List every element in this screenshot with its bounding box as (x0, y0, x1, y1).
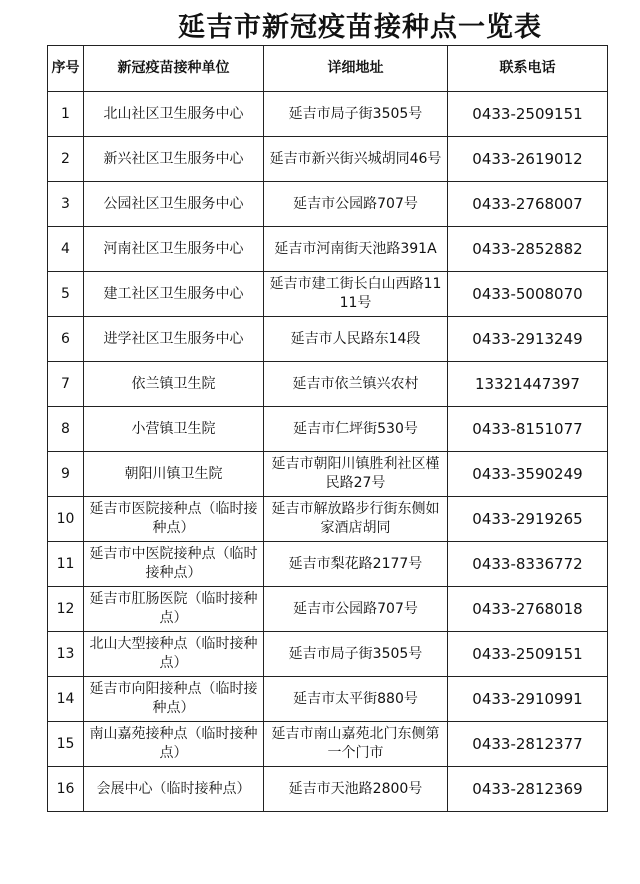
cell-phone: 13321447397 (448, 362, 608, 407)
cell-address: 延吉市建工街长白山西路1111号 (264, 272, 448, 317)
cell-unit: 会展中心（临时接种点） (84, 767, 264, 812)
cell-address: 延吉市新兴街兴城胡同46号 (264, 137, 448, 182)
cell-address: 延吉市梨花路2177号 (264, 542, 448, 587)
cell-unit: 进学社区卫生服务中心 (84, 317, 264, 362)
cell-address: 延吉市解放路步行街东侧如家酒店胡同 (264, 497, 448, 542)
table-header-row (48, 46, 608, 92)
cell-unit: 公园社区卫生服务中心 (84, 182, 264, 227)
cell-phone: 0433-5008070 (448, 272, 608, 317)
table-row (48, 227, 608, 272)
cell-unit: 南山嘉苑接种点（临时接种点） (84, 722, 264, 767)
header-address: 详细地址 (264, 46, 448, 92)
cell-no: 9 (48, 452, 84, 497)
cell-no: 13 (48, 632, 84, 677)
cell-phone: 0433-8336772 (448, 542, 608, 587)
cell-phone: 0433-2919265 (448, 497, 608, 542)
cell-no: 1 (48, 92, 84, 137)
cell-unit: 延吉市中医院接种点（临时接种点） (84, 542, 264, 587)
cell-phone: 0433-8151077 (448, 407, 608, 452)
table-row (48, 632, 608, 677)
cell-phone: 0433-2768007 (448, 182, 608, 227)
cell-address: 延吉市朝阳川镇胜利社区槿民路27号 (264, 452, 448, 497)
cell-address: 延吉市太平街880号 (264, 677, 448, 722)
table-row (48, 362, 608, 407)
table-row (48, 767, 608, 812)
cell-address: 延吉市公园路707号 (264, 182, 448, 227)
cell-unit: 北山社区卫生服务中心 (84, 92, 264, 137)
cell-address: 延吉市仁坪街530号 (264, 407, 448, 452)
table-row (48, 182, 608, 227)
table-row (48, 317, 608, 362)
table-row (48, 587, 608, 632)
cell-unit: 新兴社区卫生服务中心 (84, 137, 264, 182)
cell-address: 延吉市南山嘉苑北门东侧第一个门市 (264, 722, 448, 767)
cell-phone: 0433-2509151 (448, 632, 608, 677)
cell-phone: 0433-2768018 (448, 587, 608, 632)
cell-phone: 0433-3590249 (448, 452, 608, 497)
cell-unit: 延吉市肛肠医院（临时接种点） (84, 587, 264, 632)
cell-unit: 小营镇卫生院 (84, 407, 264, 452)
cell-phone: 0433-2910991 (448, 677, 608, 722)
cell-phone: 0433-2812377 (448, 722, 608, 767)
table-row (48, 137, 608, 182)
table-body (48, 92, 608, 812)
cell-phone: 0433-2619012 (448, 137, 608, 182)
cell-no: 3 (48, 182, 84, 227)
cell-unit: 北山大型接种点（临时接种点） (84, 632, 264, 677)
table-row (48, 722, 608, 767)
cell-address: 延吉市河南街天池路391A (264, 227, 448, 272)
cell-address: 延吉市局子街3505号 (264, 632, 448, 677)
cell-no: 10 (48, 497, 84, 542)
cell-address: 延吉市局子街3505号 (264, 92, 448, 137)
table-row (48, 497, 608, 542)
cell-no: 16 (48, 767, 84, 812)
cell-no: 4 (48, 227, 84, 272)
cell-unit: 建工社区卫生服务中心 (84, 272, 264, 317)
cell-no: 2 (48, 137, 84, 182)
cell-no: 15 (48, 722, 84, 767)
cell-address: 延吉市人民路东14段 (264, 317, 448, 362)
table-row (48, 452, 608, 497)
table-row (48, 407, 608, 452)
cell-unit: 延吉市向阳接种点（临时接种点） (84, 677, 264, 722)
cell-no: 14 (48, 677, 84, 722)
cell-no: 6 (48, 317, 84, 362)
cell-no: 11 (48, 542, 84, 587)
cell-phone: 0433-2509151 (448, 92, 608, 137)
cell-no: 12 (48, 587, 84, 632)
header-no: 序号 (48, 46, 84, 92)
cell-phone: 0433-2812369 (448, 767, 608, 812)
cell-no: 8 (48, 407, 84, 452)
cell-unit: 河南社区卫生服务中心 (84, 227, 264, 272)
cell-unit: 依兰镇卫生院 (84, 362, 264, 407)
cell-no: 5 (48, 272, 84, 317)
table-row (48, 92, 608, 137)
cell-unit: 朝阳川镇卫生院 (84, 452, 264, 497)
table-row (48, 272, 608, 317)
header-phone: 联系电话 (448, 46, 608, 92)
table-row (48, 677, 608, 722)
cell-no: 7 (48, 362, 84, 407)
cell-address: 延吉市公园路707号 (264, 587, 448, 632)
cell-address: 延吉市天池路2800号 (264, 767, 448, 812)
vaccination-sites-table (47, 45, 608, 812)
cell-phone: 0433-2913249 (448, 317, 608, 362)
cell-phone: 0433-2852882 (448, 227, 608, 272)
cell-address: 延吉市依兰镇兴农村 (264, 362, 448, 407)
table-row (48, 542, 608, 587)
cell-unit: 延吉市医院接种点（临时接种点） (84, 497, 264, 542)
page-title: 延吉市新冠疫苗接种点一览表 (178, 12, 542, 43)
header-unit: 新冠疫苗接种单位 (84, 46, 264, 92)
